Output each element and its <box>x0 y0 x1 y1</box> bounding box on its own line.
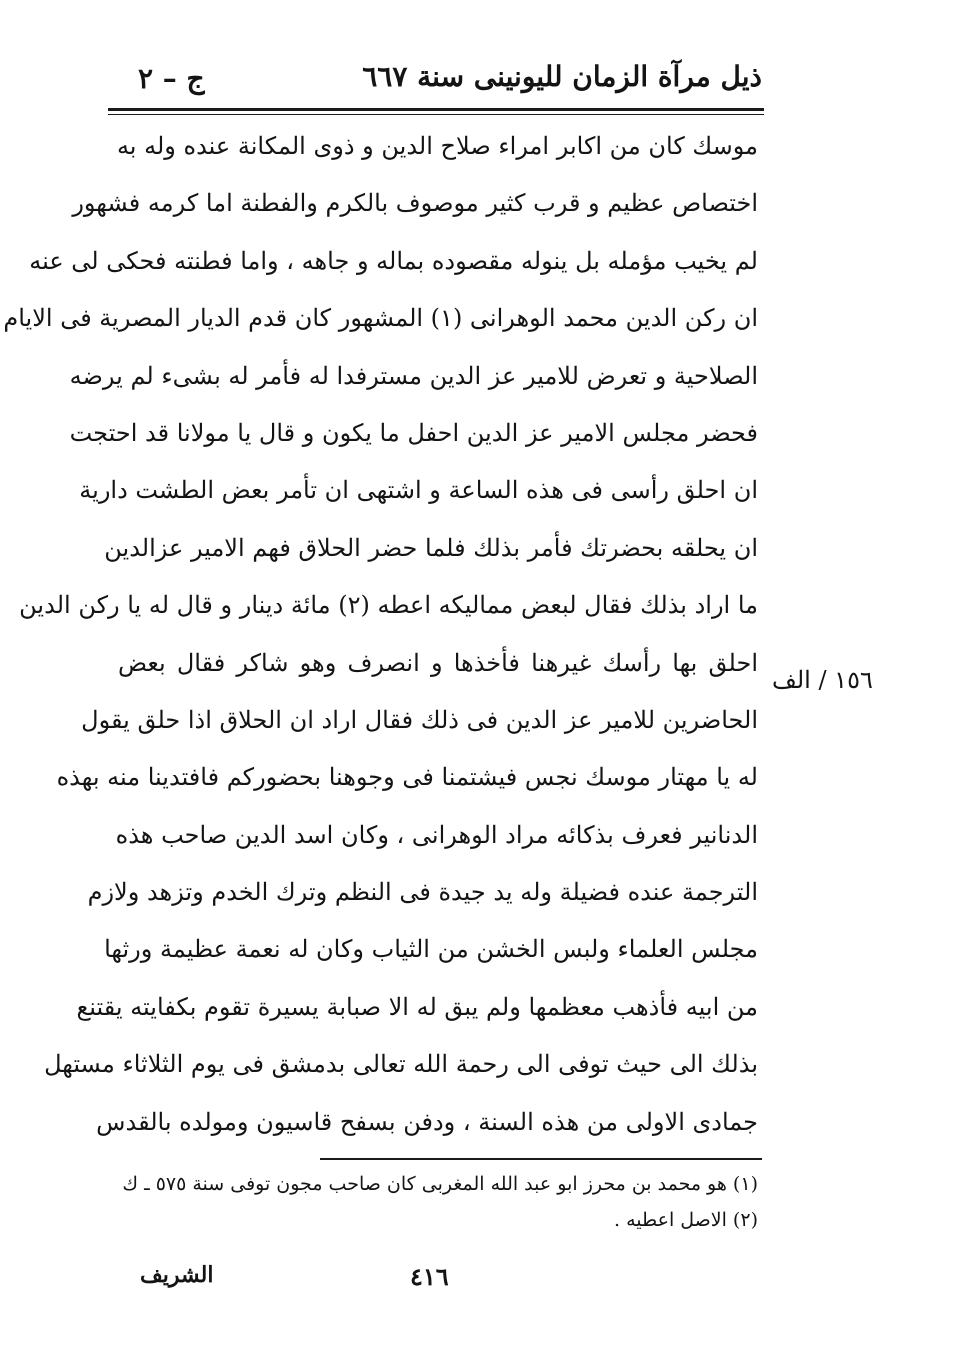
header-rule <box>108 108 764 111</box>
body-text <box>3 118 758 1151</box>
volume-label: ج – ٢ <box>138 62 205 95</box>
text-line: مجلس العلماء ولبس الخشن من الثياب وكان له نعمة عظيمة ورثها <box>104 935 758 964</box>
manuscript-folio-note: ١٥٦ / الف <box>772 666 873 694</box>
text-line: الترجمة عنده فضيلة وله يد جيدة فى النظم وترك الخدم وتزهد ولازم <box>87 878 758 907</box>
text-line: اختصاص عظيم و قرب كثير موصوف بالكرم والفطنة اما كرمه فشهور <box>72 189 758 218</box>
footer-signature: الشريف <box>140 1262 214 1288</box>
text-line: الصلاحية و تعرض للامير عز الدين مسترفدا له فأمر له بشىء لم يرضه <box>69 361 758 390</box>
text-line: ما اراد بذلك فقال لبعض مماليكه اعطه (٢) مائة دينار و قال له يا ركن الدين <box>19 591 758 620</box>
text-line: احلق بها رأسك غيرهنا فأخذها و انصرف وهو شاكر فقال بعض <box>118 648 758 677</box>
footnotes <box>118 1166 758 1238</box>
text-line: بذلك الى حيث توفى الى رحمة الله تعالى بدمشق فى يوم الثلاثاء مستهل <box>44 1050 758 1079</box>
text-line: له يا مهتار موسك نجس فيشتمنا فى وجوهنا بحضوركم فافتدينا منه بهذه <box>56 763 758 792</box>
text-line: الدنانير فعرف بذكائه مراد الوهرانى ، وكان اسد الدين صاحب هذه <box>115 820 758 849</box>
footnote: (١) هو محمد بن محرز ابو عبد الله المغربى كان صاحب مجون توفى سنة ٥٧٥ ـ ك <box>122 1173 758 1195</box>
text-line: لم يخيب مؤمله بل ينوله مقصوده بماله و جاهه ، واما فطنته فحكى لى عنه <box>29 246 758 275</box>
footnote: (٢) الاصل اعطيه . <box>614 1209 758 1231</box>
text-line: ان ركن الدين محمد الوهرانى (١) المشهور كان قدم الديار المصرية فى الايام <box>3 304 758 333</box>
footnote-rule <box>320 1158 762 1160</box>
text-line: من ابيه فأذهب معظمها ولم يبق له الا صبابة يسيرة تقوم بكفايته يقتنع <box>76 992 758 1021</box>
text-line: فحضر مجلس الامير عز الدين احفل ما يكون و قال يا مولانا قد احتجت <box>69 418 758 447</box>
page-number: ٤١٦ <box>410 1262 449 1291</box>
running-header <box>110 52 762 98</box>
header-rule-thin <box>108 114 764 115</box>
text-line: الحاضرين للامير عز الدين فى ذلك فقال اراد ان الحلاق اذا حلق يقول <box>81 705 758 734</box>
running-title: ذيل مرآة الزمان لليونينى سنة ٦٦٧ <box>362 60 762 93</box>
text-line: ان احلق رأسى فى هذه الساعة و اشتهى ان تأمر بعض الطشت دارية <box>79 476 758 505</box>
text-line: جمادى الاولى من هذه السنة ، ودفن بسفح قاسيون ومولده بالقدس <box>96 1107 758 1136</box>
text-line: ان يحلقه بحضرتك فأمر بذلك فلما حضر الحلاق فهم الامير عزالدين <box>104 533 758 562</box>
text-line: موسك كان من اكابر امراء صلاح الدين و ذوى المكانة عنده وله به <box>116 132 758 160</box>
